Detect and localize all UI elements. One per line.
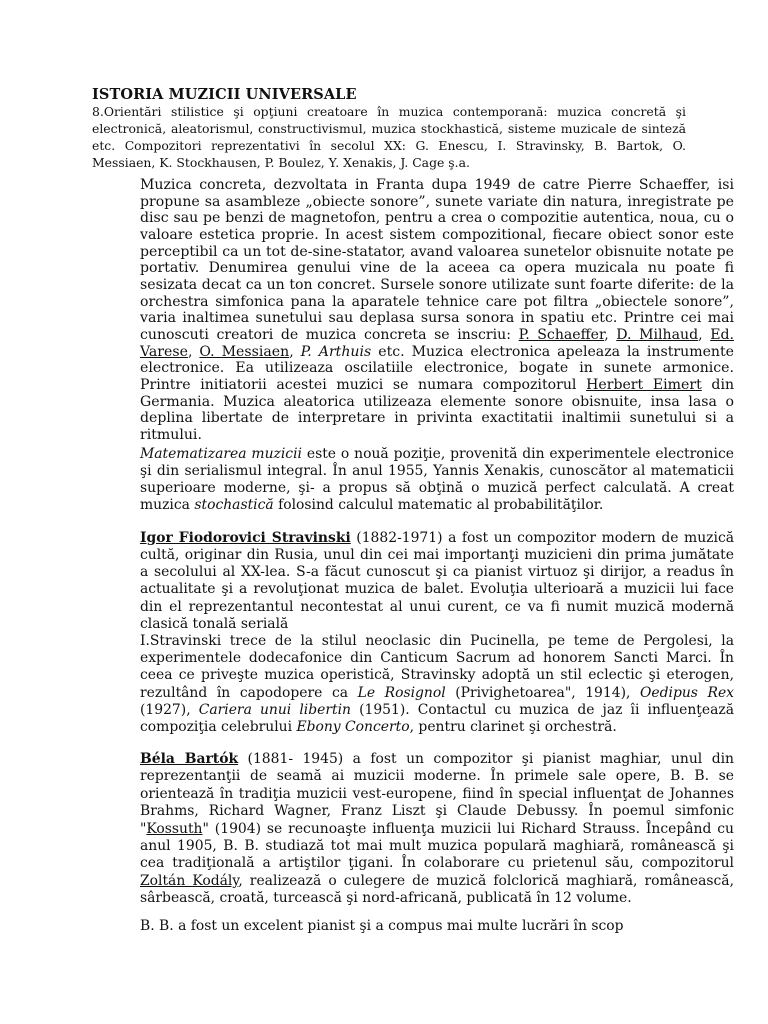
concrete-text-2: etc. Muzica electronica apeleaza la instrumente electronice. Ea utilizeaza oscilatiile electronice, bogate in sunete armonice. Printre initiatorii acestei muzici se numara compozitorul [140, 343, 735, 393]
link-ed-varese[interactable]: Ed. Varese [140, 326, 734, 360]
concrete-text-1: Muzica concreta, dezvoltata in Franta dupa 1949 de catre Pierre Schaeffer, isi propune sa asambleze „obiecte sonore”, sunete variate din natura, inregistrate pe disc sau pe benzi de magnetofon, pentru a crea o compozitie autentica, noua, cu o valoare estetica proprie. In acest sistem compozitional, fiecare obiect sonor este perceptibil ca un tot de-sine-statator, avand valoarea sunetelor obisnuite notate pe portativ. Denumirea genului vine de la aceea ca opera muzicala nu poate fi sesizata decat ca un ton concret. Sursele sonore utilizate sunt foarte diferite: de la orchestra simfonica pana la aparatele tehnice care pot filtra „obiectele sonore”, varia inaltimea sunetului sau deplasa sursa sonora in spatiu etc. Printre cei mai cunoscuti creatori de muzica concreta se inscriu: [140, 177, 734, 343]
link-stravinsky[interactable]: Igor Fiodorovici Stravinski [140, 530, 351, 546]
math-lead: Matematizarea muzicii [140, 446, 302, 462]
bartok-pianist-paragraph: B. B. a fost un excelent pianist şi a compus mai multe lucrări în scop [140, 918, 624, 934]
stochastic-term: stochastică [194, 497, 274, 514]
link-o-messiaen[interactable]: O. Messiaen [199, 343, 290, 360]
bartok-paragraph [92, 751, 734, 908]
name-p-arthuis: P. Arthuis [300, 343, 372, 360]
stravinsky-works-paragraph [92, 633, 734, 736]
concrete-text-3: din Germania. Muzica aleatorica utilizeaza elemente sonore obisnuite, insa lasa o deplina libertate de interpretare in privinta exactitatii inaltimii sunetului si a ritmului. [140, 376, 735, 443]
work-oedipus-rex: Oedipus Rex [640, 684, 735, 701]
stravinsky2-text-4: (1951). Contactul cu muzica de jaz îi influenţează compoziţia celebrului [140, 701, 734, 736]
stravinsky2-text-2: (Privighetoarea", 1914), [455, 684, 631, 701]
link-bela-bartok[interactable]: Béla Bartók [140, 751, 239, 767]
bartok-text-3: , realizează o culegere de muzică folclorică maghiară, românească, sârbească, croată, turcească şi nord-africană, publicată în 12 volume. [140, 872, 735, 907]
math-music-paragraph [92, 446, 734, 514]
concrete-music-paragraph: Muzica concreta, dezvoltata in Franta dupa 1949 de catre Pierre Schaeffer, isi propune sa asambleze „obiecte sonore”, sunete variate din natura, inregistrate pe disc sau pe benzi de magnetofon, pentru a crea o compozitie autentica, noua, cu o valoare estetica proprie. In acest sistem compozitional, fiecare obiect sonor este perceptibil ca un tot de-sine-statator, avand valoarea sunetelor obisnuite notate pe portativ. Denumirea genului vine de la aceea ca opera muzicala nu poate fi sesizata decat ca un ton concret. Sursele sonore utilizate sunt foarte diferite: de la orchestra simfonica pana la aparatele tehnice care pot filtra „obiectele sonore”, varia inaltimea sunetului sau deplasa sursa sonora in spatiu etc. Printre cei mai cunoscuti creatori de muzica concreta se inscriu: P. Schaeffer, D. Milhaud, Ed. Varese, O. Messiaen, P. Arthuis etc. Muzica electronica apeleaza la instrumente electronice. Ea utilizeaza oscilatiile electronice, bogate in sunete armonice. Printre initiatorii acestei muzici se numara compozitorul Herbert Eimert din Germania. Muzica aleatorica utilizeaza elemente sonore obisnuite, insa lasa o deplina libertate de interpretare in privinta exactitatii inaltimii sunetului si a ritmului. [140, 177, 735, 443]
document-title: ISTORIA MUZICII UNIVERSALE [92, 86, 357, 103]
link-herbert-eimert[interactable]: Herbert Eimert [586, 376, 702, 393]
stravinsky2-text-5: , pentru clarinet şi orchestră. [409, 719, 617, 736]
math-text-2: folosind calculul matematic al probabilităţilor. [278, 497, 604, 514]
link-d-milhaud[interactable]: D. Milhaud [616, 326, 699, 343]
math-text-1: este o nouă poziţie, provenită din experimentele electronice şi din serialismul integral. În anul 1955, Yannis Xenakis, cunoscător al matematicii superioare moderne, şi- a propus să obţină o muzică perfect calculată. A creat muzica [140, 446, 734, 514]
work-le-rosignol: Le Rosignol [357, 684, 446, 701]
bartok-text-1: (1881- 1945) a fost un compozitor şi pianist maghiar, unul din reprezentanţii de seamă ai muzicii moderne. În primele sale opere, B. B. se orientează în tradiţia muzicii vest-europene, fiind în special influenţat de Johannes Brahms, Richard Wagner, Franz Liszt şi Claude Debussy. În poemul simfonic " [140, 751, 734, 837]
work-ebony-concerto: Ebony Concerto [296, 719, 410, 736]
link-p-schaeffer[interactable]: P. Schaeffer [518, 326, 605, 343]
stravinsky2-text-1: I.Stravinski trece de la stilul neoclasic din Pucinella, pe teme de Pergolesi, la experimentele dodecafonice din Canticum Sacrum ad honorem Sancti Marci. În ceea ce priveşte muzica operistică, Stravinsky adoptă un stil eclectic şi eterogen, rezultând în capodopere ca [140, 633, 734, 701]
stravinsky-text: (1882-1971) a fost un compozitor modern de muzică cultă, originar din Rusia, unul din cei mai importanţi muzicieni din prima jumătate a secolului al XX-lea. S-a făcut cunoscut şi ca pianist virtuoz şi dirijor, a readus în actualitate şi a revoluţionat muzica de balet. Evoluţia ulterioară a muzicii lui face din el reprezentantul necontestat al unui curent, ce va fi numit muzică modernă clasică tonală serială [140, 530, 735, 632]
bartok-text-2: " (1904) se recunoaşte influenţa muzicii lui Richard Strauss. Începând cu anul 1905, B. B. studiază tot mai mult muzica populară maghiară, românească şi cea tradiţională a artiştilor ţigani. În colaborare cu prietenul său, compozitorul [140, 820, 734, 872]
stravinsky-paragraph [92, 530, 734, 633]
link-zoltan-kodaly[interactable]: Zoltán Kodály [140, 872, 239, 889]
link-kossuth[interactable]: Kossuth [146, 820, 203, 837]
work-cariera-unui-libertin: Cariera unui libertin [198, 701, 351, 718]
stravinsky2-text-3: (1927), [140, 701, 191, 718]
intro-paragraph: 8.Orientări stilistice şi opţiuni creatoare în muzica contemporană: muzica concretă şi electronică, aleatorismul, constructivismul, muzica stockhastică, sisteme muzicale de sinteză etc. Compozitori reprezentativi în secolul XX: G. Enescu, I. Stravinsky, B. Bartok, O. Messiaen, K. Stockhausen, P. Boulez, Y. Xenakis, J. Cage ş.a. [92, 104, 686, 170]
